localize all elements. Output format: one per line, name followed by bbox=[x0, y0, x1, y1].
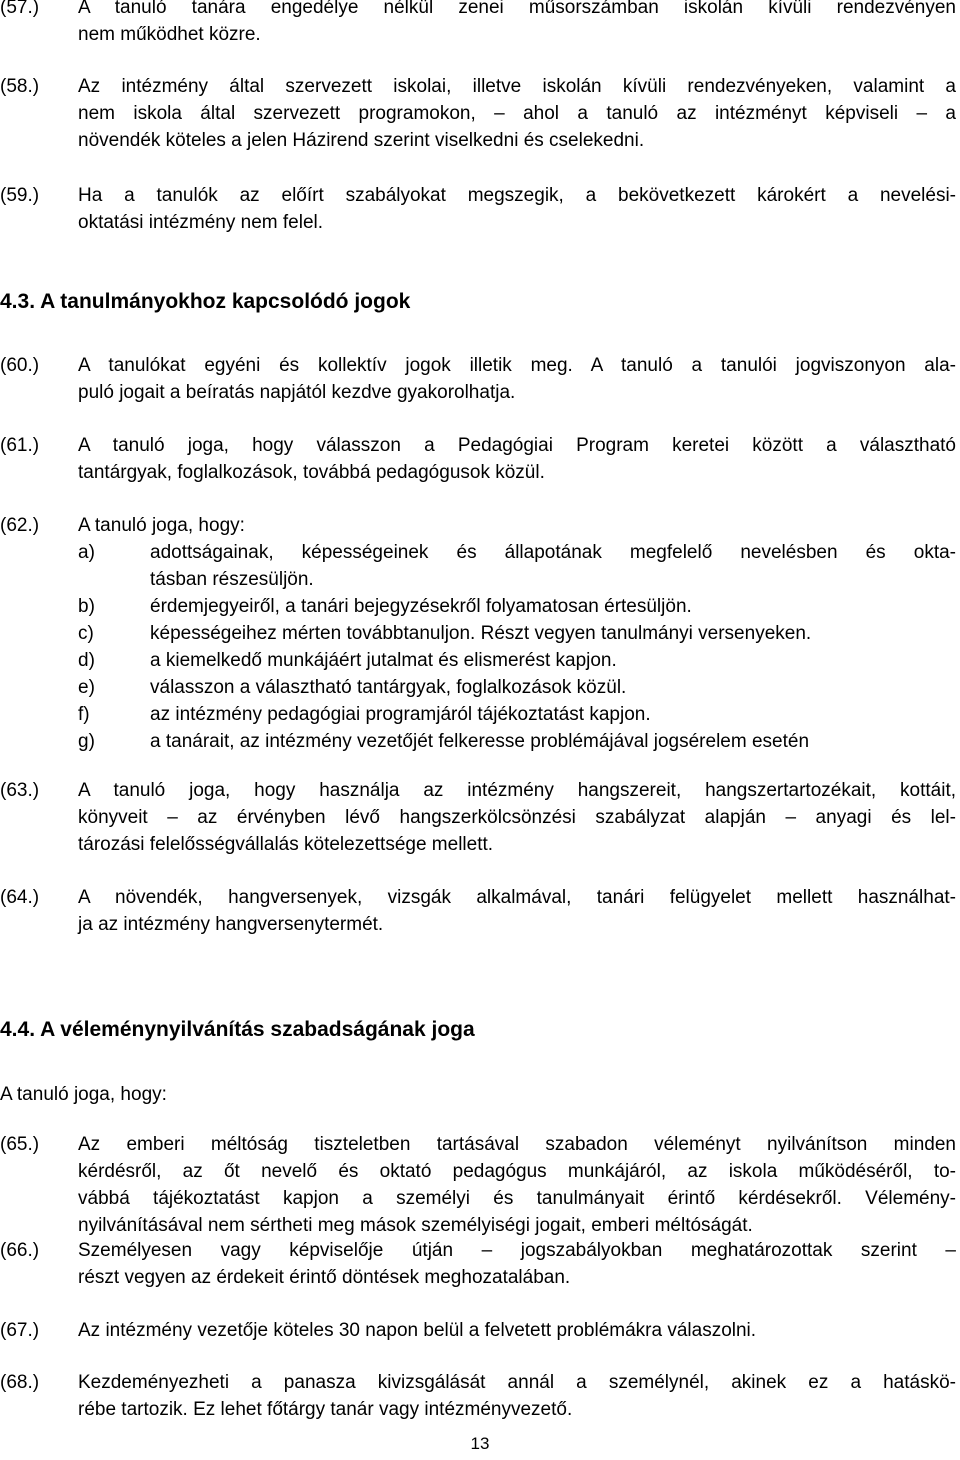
text-line: A növendék, hangversenyek, vizsgák alkalmával, tanári felügyelet mellett használhat- bbox=[78, 887, 956, 908]
text-line: oktatási intézmény nem felel. bbox=[78, 212, 324, 233]
paragraph-number: (57.) bbox=[0, 0, 40, 18]
list-letter: f) bbox=[78, 704, 90, 725]
list-letter: c) bbox=[78, 623, 94, 644]
list-item bbox=[78, 674, 956, 701]
text-line: vábbá tájékoztatást kapjon a személyi és tanulmányait érintő kérdésekről. Vélemény- bbox=[78, 1188, 956, 1209]
text-line: érdemjegyeiről, a tanári bejegyzésekről folyamatosan értesüljön. bbox=[150, 596, 692, 617]
paragraph-68 bbox=[0, 1369, 960, 1423]
text-line: válasszon a választható tantárgyak, foglalkozások közül. bbox=[150, 677, 627, 698]
paragraph-67 bbox=[0, 1317, 960, 1344]
text-line: a kiemelkedő munkájáért jutalmat és elismerést kapjon. bbox=[150, 650, 617, 671]
text-line: könyveit – az érvényben lévő hangszerkölcsönzési szabályzat alapján – anyagi és lel- bbox=[78, 807, 956, 828]
paragraph-57 bbox=[0, 0, 960, 48]
paragraph-63 bbox=[0, 777, 960, 858]
list-item bbox=[78, 647, 956, 674]
text-line: tározási felelősségvállalás kötelezettsége mellett. bbox=[78, 834, 494, 855]
list-letter: g) bbox=[78, 731, 95, 752]
text-line: Ha a tanulók az előírt szabályokat megszegik, a bekövetkezett károkért a nevelési- bbox=[78, 185, 956, 206]
text-line: A tanuló tanára engedélye nélkül zenei műsorszámban iskolán kívüli rendezvényen bbox=[78, 0, 956, 18]
list-item bbox=[78, 728, 956, 755]
paragraph-number: (64.) bbox=[0, 887, 40, 908]
text-line: nem működhet közre. bbox=[78, 24, 261, 45]
list-letter: e) bbox=[78, 677, 95, 698]
paragraph-number: (60.) bbox=[0, 355, 40, 376]
text-line: adottságainak, képességeinek és állapotának megfelelő nevelésben és okta- bbox=[150, 542, 956, 563]
text-line: nyilvánításával nem sértheti meg mások személyiségi jogait, emberi méltóságát. bbox=[78, 1215, 753, 1236]
text-line: képességeihez mérten továbbtanuljon. Részt vegyen tanulmányi versenyeken. bbox=[150, 623, 812, 644]
paragraph-number: (62.) bbox=[0, 515, 40, 536]
text-line: részt vegyen az érdekeit érintő döntések meghozatalában. bbox=[78, 1267, 571, 1288]
text-line: A tanuló joga, hogy használja az intézmény hangszereit, hangszertartozékait, kottáit, bbox=[78, 780, 956, 801]
paragraph-number: (58.) bbox=[0, 76, 40, 97]
text-line: Kezdeményezheti a panasza kivizsgálását annál a személynél, akinek ez a hatáskö- bbox=[78, 1372, 956, 1393]
paragraph-number: (63.) bbox=[0, 780, 40, 801]
text-line: A tanulókat egyéni és kollektív jogok illetik meg. A tanuló a tanulói jogviszonyon ala- bbox=[78, 355, 956, 376]
list-item bbox=[78, 620, 956, 647]
text-line: nem iskola által szervezett programokon, – ahol a tanuló az intézményt képviseli – a bbox=[78, 103, 956, 124]
paragraph-65 bbox=[0, 1131, 960, 1239]
list-item bbox=[78, 701, 956, 728]
text-line: Az intézmény által szervezett iskolai, illetve iskolán kívüli rendezvényeken, valamint a bbox=[78, 76, 956, 97]
list-intro: A tanuló joga, hogy: bbox=[78, 515, 245, 536]
text-line: a tanárait, az intézmény vezetőjét felkeresse problémájával jogsérelem esetén bbox=[150, 731, 810, 752]
text-line: Az intézmény vezetője köteles 30 napon belül a felvetett problémákra válaszolni. bbox=[78, 1320, 757, 1341]
paragraph-number: (65.) bbox=[0, 1134, 40, 1155]
paragraph-number: (61.) bbox=[0, 435, 40, 456]
section-intro: A tanuló joga, hogy: bbox=[0, 1084, 167, 1105]
paragraph-number: (66.) bbox=[0, 1240, 40, 1261]
text-line: tásban részesüljön. bbox=[150, 569, 314, 590]
list-letter: d) bbox=[78, 650, 95, 671]
list-item bbox=[78, 539, 956, 593]
list-letter: b) bbox=[78, 596, 95, 617]
section-heading-4-4: 4.4. A véleménynyilvánítás szabadságának joga bbox=[0, 1018, 475, 1041]
text-line: ja az intézmény hangversenytermét. bbox=[78, 914, 384, 935]
paragraph-number: (68.) bbox=[0, 1372, 40, 1393]
paragraph-number: (59.) bbox=[0, 185, 40, 206]
text-line: kérdésről, az őt nevelő és oktató pedagógus munkájáról, az iskola működéséről, to- bbox=[78, 1161, 956, 1182]
list-letter: a) bbox=[78, 542, 95, 563]
paragraph-62 bbox=[0, 512, 960, 755]
paragraph-59 bbox=[0, 182, 960, 236]
paragraph-61 bbox=[0, 432, 960, 486]
text-line: A tanuló joga, hogy válasszon a Pedagógiai Program keretei között a választható bbox=[78, 435, 956, 456]
text-line: tantárgyak, foglalkozások, továbbá pedagógusok közül. bbox=[78, 462, 545, 483]
paragraph-64 bbox=[0, 884, 960, 938]
paragraph-66 bbox=[0, 1237, 960, 1291]
text-line: növendék köteles a jelen Házirend szerint viselkedni és cselekedni. bbox=[78, 130, 645, 151]
paragraph-58 bbox=[0, 73, 960, 154]
text-line: az intézmény pedagógiai programjáról tájékoztatást kapjon. bbox=[150, 704, 651, 725]
paragraph-60 bbox=[0, 352, 960, 406]
text-line: Az emberi méltóság tiszteletben tartásával szabadon véleményt nyilvánítson minden bbox=[78, 1134, 956, 1155]
section-heading-4-3: 4.3. A tanulmányokhoz kapcsolódó jogok bbox=[0, 290, 411, 313]
list-item bbox=[78, 593, 956, 620]
text-line: puló jogait a beíratás napjától kezdve gyakorolhatja. bbox=[78, 382, 516, 403]
text-line: Személyesen vagy képviselője útján – jogszabályokban meghatározottak szerint – bbox=[78, 1240, 956, 1261]
text-line: rébe tartozik. Ez lehet főtárgy tanár vagy intézményvezető. bbox=[78, 1399, 573, 1420]
paragraph-number: (67.) bbox=[0, 1320, 40, 1341]
page-number: 13 bbox=[470, 1434, 490, 1453]
